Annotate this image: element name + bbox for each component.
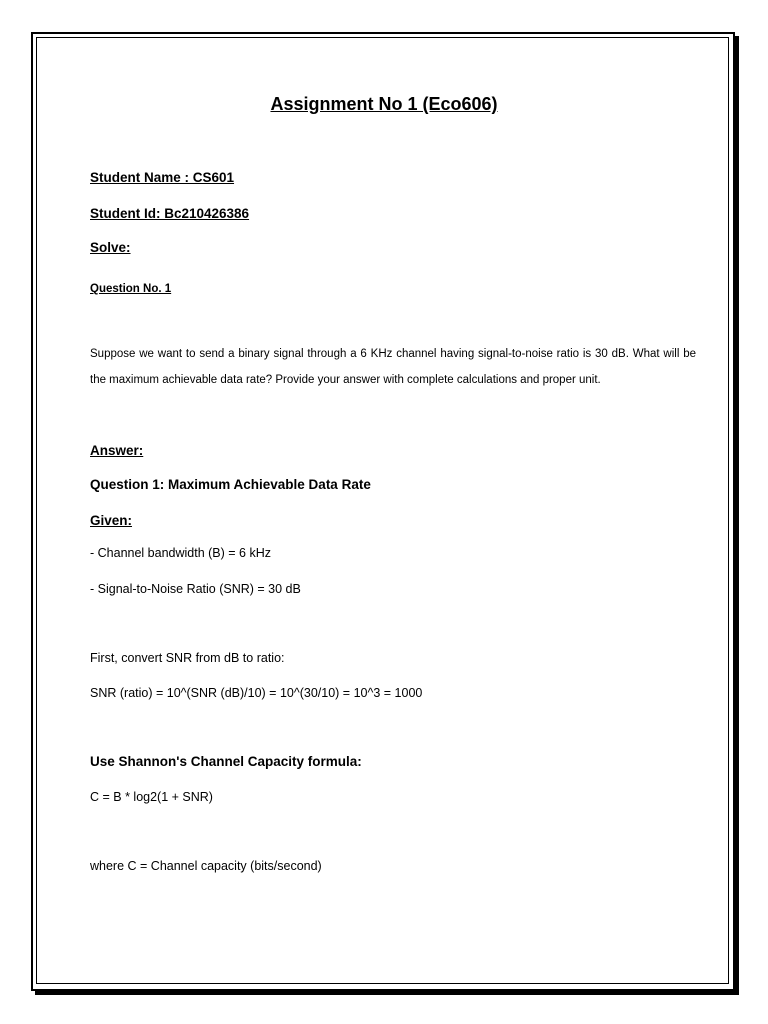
given-label: Given: — [90, 513, 133, 528]
given-item-bandwidth: - Channel bandwidth (B) = 6 kHz — [90, 546, 271, 560]
given-item-snr: - Signal-to-Noise Ratio (SNR) = 30 dB — [90, 582, 301, 596]
shannon-heading: Use Shannon's Channel Capacity formula: — [90, 754, 362, 769]
shannon-formula: C = B * log2(1 + SNR) — [90, 790, 213, 804]
where-line: where C = Channel capacity (bits/second) — [90, 859, 322, 873]
convert-formula: SNR (ratio) = 10^(SNR (dB)/10) = 10^(30/10) = 10^3 = 1000 — [90, 686, 423, 700]
question-label: Question No. 1 — [90, 283, 172, 295]
student-id: Student Id: Bc210426386 — [90, 206, 250, 221]
question-text: Suppose we want to send a binary signal through a 6 KHz channel having signal-to-noise ratio is 30 dB. What will be the maximum achievable data rate? Provide your answer with complete calculations and proper unit. — [90, 348, 696, 386]
convert-intro: First, convert SNR from dB to ratio: — [90, 651, 285, 665]
solve-label: Solve: — [90, 240, 131, 255]
student-name: Student Name : CS601 — [90, 170, 235, 185]
document-title: Assignment No 1 (Eco606) — [270, 94, 498, 114]
answer-label: Answer: — [90, 443, 144, 458]
answer-heading: Question 1: Maximum Achievable Data Rate — [90, 477, 371, 492]
